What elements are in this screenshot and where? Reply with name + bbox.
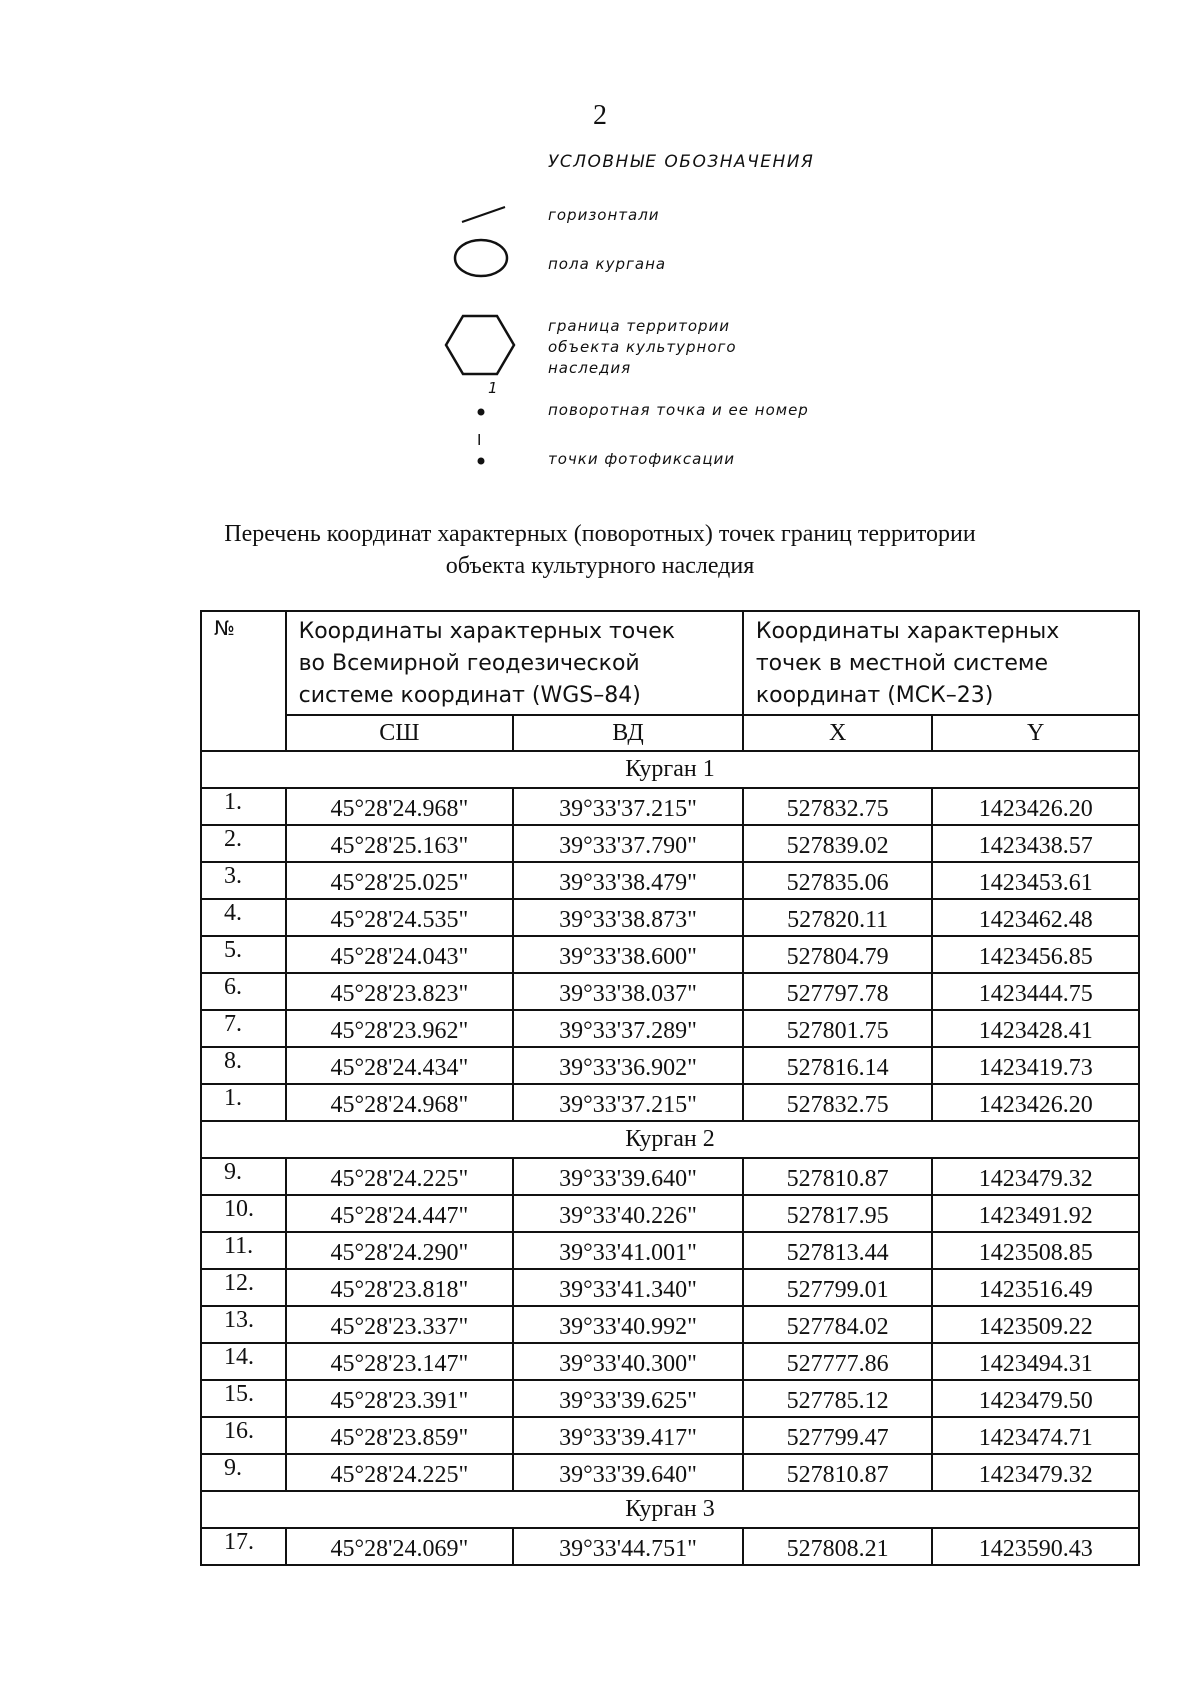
- table-row: [201, 936, 1139, 973]
- point-number: 9.: [201, 1454, 286, 1491]
- y-coordinate: 1423444.75: [932, 973, 1139, 1010]
- group-title: Курган 1: [201, 751, 1139, 788]
- point-number: 13.: [201, 1306, 286, 1343]
- x-coordinate: 527839.02: [743, 825, 933, 862]
- latitude: 45°28'24.447": [286, 1195, 514, 1232]
- page-number: 2: [593, 100, 607, 131]
- table-row: [201, 1528, 1139, 1565]
- latitude: 45°28'23.962": [286, 1010, 514, 1047]
- latitude: 45°28'23.818": [286, 1269, 514, 1306]
- x-coordinate: 527832.75: [743, 788, 933, 825]
- table-row: [201, 1084, 1139, 1121]
- point-number: 12.: [201, 1269, 286, 1306]
- turning-point-icon: [478, 409, 485, 416]
- table-row: [201, 1010, 1139, 1047]
- x-coordinate: 527835.06: [743, 862, 933, 899]
- x-coordinate: 527777.86: [743, 1343, 933, 1380]
- header-wgs84: Координаты характерных точек во Всемирной геодезической системе координат (WGS–84): [286, 611, 743, 715]
- longitude: 39°33'38.479": [513, 862, 743, 899]
- point-number: 11.: [201, 1232, 286, 1269]
- legend-label-mound-floor: пола кургана: [548, 255, 667, 273]
- latitude: 45°28'23.823": [286, 973, 514, 1010]
- x-coordinate: 527784.02: [743, 1306, 933, 1343]
- table-row: [201, 1380, 1139, 1417]
- y-coordinate: 1423474.71: [932, 1417, 1139, 1454]
- latitude: 45°28'24.290": [286, 1232, 514, 1269]
- turning-point-marker: 1: [488, 379, 499, 397]
- longitude: 39°33'37.215": [513, 788, 743, 825]
- latitude: 45°28'24.069": [286, 1528, 514, 1565]
- table-row: [201, 862, 1139, 899]
- y-coordinate: 1423428.41: [932, 1010, 1139, 1047]
- table-row: [201, 1158, 1139, 1195]
- y-coordinate: 1423438.57: [932, 825, 1139, 862]
- x-coordinate: 527797.78: [743, 973, 933, 1010]
- longitude: 39°33'36.902": [513, 1047, 743, 1084]
- longitude: 39°33'38.037": [513, 973, 743, 1010]
- latitude: 45°28'24.225": [286, 1158, 514, 1195]
- latitude: 45°28'24.434": [286, 1047, 514, 1084]
- x-coordinate: 527785.12: [743, 1380, 933, 1417]
- point-number: 17.: [201, 1528, 286, 1565]
- y-coordinate: 1423491.92: [932, 1195, 1139, 1232]
- y-coordinate: 1423509.22: [932, 1306, 1139, 1343]
- longitude: 39°33'39.625": [513, 1380, 743, 1417]
- y-coordinate: 1423419.73: [932, 1047, 1139, 1084]
- header-number: №: [201, 611, 286, 751]
- y-coordinate: 1423590.43: [932, 1528, 1139, 1565]
- x-coordinate: 527816.14: [743, 1047, 933, 1084]
- contour-line-icon: [462, 207, 505, 222]
- photo-point-icon: [478, 458, 485, 465]
- group-title: Курган 2: [201, 1121, 1139, 1158]
- point-number: 1.: [201, 1084, 286, 1121]
- x-coordinate: 527808.21: [743, 1528, 933, 1565]
- latitude: 45°28'23.147": [286, 1343, 514, 1380]
- table-subheader-row: [201, 715, 1139, 751]
- point-number: 3.: [201, 862, 286, 899]
- x-coordinate: 527799.47: [743, 1417, 933, 1454]
- longitude: 39°33'40.992": [513, 1306, 743, 1343]
- longitude: 39°33'39.640": [513, 1158, 743, 1195]
- latitude: 45°28'24.968": [286, 788, 514, 825]
- longitude: 39°33'44.751": [513, 1528, 743, 1565]
- list-title: Перечень координат характерных (поворотных) точек границ территории объекта культурного наследия: [224, 521, 976, 579]
- latitude: 45°28'23.859": [286, 1417, 514, 1454]
- longitude: 39°33'41.340": [513, 1269, 743, 1306]
- header-latitude: СШ: [286, 715, 514, 751]
- table-row: [201, 1454, 1139, 1491]
- longitude: 39°33'41.001": [513, 1232, 743, 1269]
- point-number: 16.: [201, 1417, 286, 1454]
- legend-label-contours: горизонтали: [548, 206, 660, 224]
- longitude: 39°33'37.790": [513, 825, 743, 862]
- y-coordinate: 1423479.32: [932, 1158, 1139, 1195]
- photo-point-marker: I: [477, 431, 483, 449]
- coordinates-table: [200, 610, 1140, 1566]
- y-coordinate: 1423456.85: [932, 936, 1139, 973]
- legend-symbols: [0, 0, 1200, 500]
- y-coordinate: 1423462.48: [932, 899, 1139, 936]
- longitude: 39°33'40.226": [513, 1195, 743, 1232]
- header-longitude: ВД: [513, 715, 743, 751]
- y-coordinate: 1423479.32: [932, 1454, 1139, 1491]
- table-body: [201, 751, 1139, 1565]
- longitude: 39°33'38.873": [513, 899, 743, 936]
- point-number: 9.: [201, 1158, 286, 1195]
- point-number: 10.: [201, 1195, 286, 1232]
- y-coordinate: 1423479.50: [932, 1380, 1139, 1417]
- point-number: 2.: [201, 825, 286, 862]
- group-row: [201, 1121, 1139, 1158]
- latitude: 45°28'24.225": [286, 1454, 514, 1491]
- x-coordinate: 527820.11: [743, 899, 933, 936]
- longitude: 39°33'40.300": [513, 1343, 743, 1380]
- longitude: 39°33'38.600": [513, 936, 743, 973]
- table-row: [201, 1343, 1139, 1380]
- x-coordinate: 527801.75: [743, 1010, 933, 1047]
- table-row: [201, 825, 1139, 862]
- y-coordinate: 1423453.61: [932, 862, 1139, 899]
- latitude: 45°28'24.043": [286, 936, 514, 973]
- longitude: 39°33'37.289": [513, 1010, 743, 1047]
- y-coordinate: 1423508.85: [932, 1232, 1139, 1269]
- group-row: [201, 751, 1139, 788]
- point-number: 7.: [201, 1010, 286, 1047]
- y-coordinate: 1423426.20: [932, 1084, 1139, 1121]
- longitude: 39°33'37.215": [513, 1084, 743, 1121]
- header-msk23: Координаты характерных точек в местной системе координат (МСК–23): [743, 611, 1139, 715]
- latitude: 45°28'24.968": [286, 1084, 514, 1121]
- table-row: [201, 973, 1139, 1010]
- y-coordinate: 1423516.49: [932, 1269, 1139, 1306]
- table-row: [201, 1195, 1139, 1232]
- table-header-row: [201, 611, 1139, 715]
- latitude: 45°28'24.535": [286, 899, 514, 936]
- legend-label-turning-point: поворотная точка и ее номер: [548, 401, 809, 419]
- latitude: 45°28'25.025": [286, 862, 514, 899]
- x-coordinate: 527813.44: [743, 1232, 933, 1269]
- point-number: 8.: [201, 1047, 286, 1084]
- y-coordinate: 1423494.31: [932, 1343, 1139, 1380]
- point-number: 5.: [201, 936, 286, 973]
- header-x: X: [743, 715, 933, 751]
- latitude: 45°28'23.391": [286, 1380, 514, 1417]
- legend-label-photo-points: точки фотофиксации: [548, 450, 736, 468]
- ellipse-icon: [455, 240, 507, 276]
- x-coordinate: 527817.95: [743, 1195, 933, 1232]
- y-coordinate: 1423426.20: [932, 788, 1139, 825]
- x-coordinate: 527799.01: [743, 1269, 933, 1306]
- table-row: [201, 1306, 1139, 1343]
- point-number: 1.: [201, 788, 286, 825]
- group-title: Курган 3: [201, 1491, 1139, 1528]
- point-number: 15.: [201, 1380, 286, 1417]
- table-row: [201, 788, 1139, 825]
- table-row: [201, 1047, 1139, 1084]
- legend-title: УСЛОВНЫЕ ОБОЗНАЧЕНИЯ: [548, 152, 815, 172]
- table-row: [201, 1269, 1139, 1306]
- longitude: 39°33'39.417": [513, 1417, 743, 1454]
- legend-label-boundary: граница территории объекта культурного наследия: [548, 317, 737, 377]
- longitude: 39°33'39.640": [513, 1454, 743, 1491]
- x-coordinate: 527832.75: [743, 1084, 933, 1121]
- table-row: [201, 1232, 1139, 1269]
- point-number: 14.: [201, 1343, 286, 1380]
- table-row: [201, 1417, 1139, 1454]
- x-coordinate: 527804.79: [743, 936, 933, 973]
- group-row: [201, 1491, 1139, 1528]
- header-y: Y: [932, 715, 1139, 751]
- point-number: 6.: [201, 973, 286, 1010]
- table-row: [201, 899, 1139, 936]
- point-number: 4.: [201, 899, 286, 936]
- hexagon-icon: [446, 316, 514, 374]
- latitude: 45°28'23.337": [286, 1306, 514, 1343]
- x-coordinate: 527810.87: [743, 1158, 933, 1195]
- latitude: 45°28'25.163": [286, 825, 514, 862]
- x-coordinate: 527810.87: [743, 1454, 933, 1491]
